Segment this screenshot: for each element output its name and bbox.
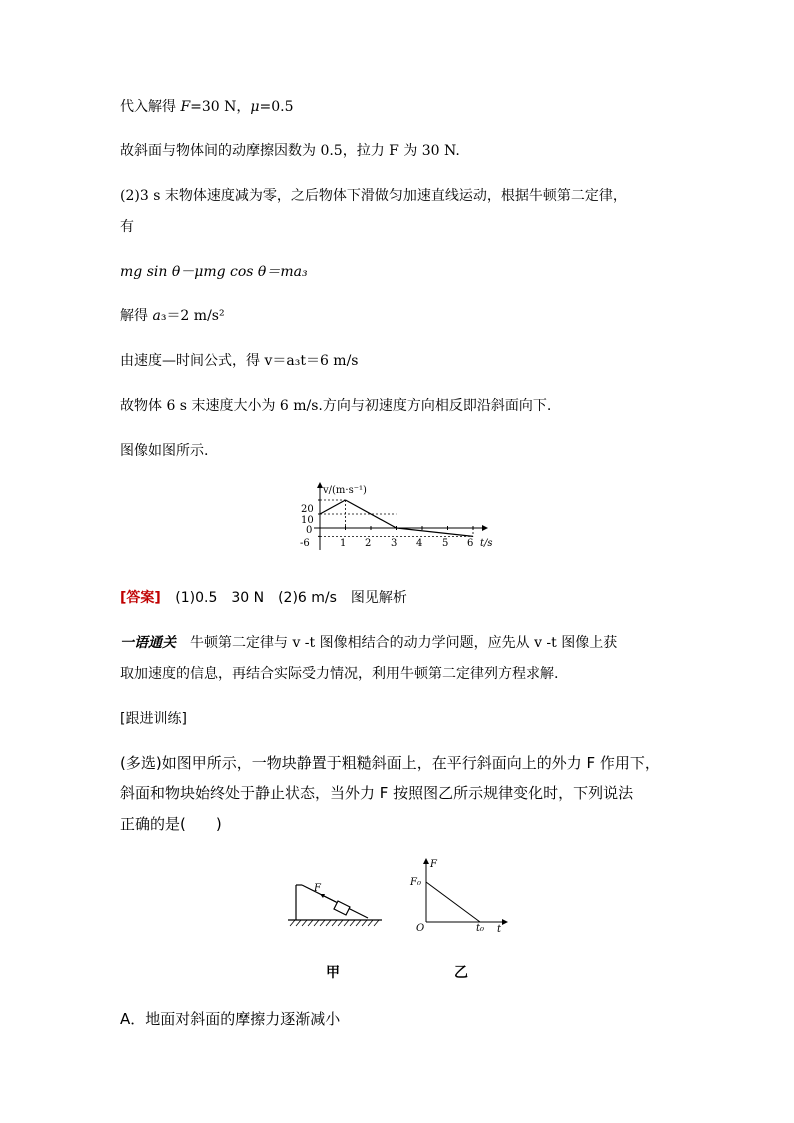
solution-line-3: (2)3 s 末物体速度减为零，之后物体下滑做匀加速直线运动，根据牛顿第二定律， [120,188,627,204]
equation-line: mg sin θ－μmg cos θ＝ma₃ [120,264,308,280]
vt-segment-3 [397,528,474,536]
yi-y-arrow [423,858,429,864]
xtick-label-4: 4 [416,538,423,549]
ytick-label-0: 0 [306,525,313,536]
y-axis-label: v/(m·s⁻¹) [323,485,367,496]
solution-line-2: 故斜面与物体间的动摩擦因数为 0.5，拉力 F 为 30 N. [120,143,460,159]
option-a: A．地面对斜面的摩擦力逐渐减小 [120,1010,341,1028]
ytick-label-neg6: -6 [300,538,310,549]
xtick-label-5: 5 [442,538,449,549]
yi-x-arrow [502,919,508,925]
xtick-label-1: 1 [340,538,347,549]
summary-line-2: 取加速度的信息，再结合实际受力情况，利用牛顿第二定律列方程求解. [120,666,559,682]
block [334,901,350,915]
solution-line-4: 有 [120,219,134,235]
yi-origin-label: O [416,923,425,934]
summary-line-1: 一语通关 牛顿第二定律与 v -t 图像相结合的动力学问题，应先从 v -t 图像上获 [120,635,618,651]
x-axis-label: t/s [480,538,493,549]
question-line-1: (多选)如图甲所示，一物块静置于粗糙斜面上，在平行斜面向上的外力 F 作用下， [120,754,660,772]
force-arrow [322,895,336,902]
caption-yi: 乙 [454,965,468,981]
figure-yi-graph [408,856,518,936]
xtick-label-3: 3 [391,538,398,549]
ytick-label-20: 20 [301,504,314,515]
solution-line-6: 解得 a₃＝2 m/s² [120,308,225,324]
yi-y-label: F [430,859,437,870]
vt-segment-1 [320,500,346,514]
question-line-2: 斜面和物块始终处于静止状态，当外力 F 按照图乙所示规律变化时，下列说法 [120,784,634,802]
yi-t-label: t [497,924,502,935]
force-label: F [314,883,321,894]
figure-jia-incline [286,860,386,930]
answer-tag: [答案] [120,590,161,606]
yi-f0-label: F₀ [410,877,421,888]
xtick-label-2: 2 [365,538,372,549]
solution-line-8: 故物体 6 s 末速度大小为 6 m/s.方向与初速度方向相反即沿斜面向下. [120,398,552,414]
solution-line-7: 由速度—时间公式，得 v＝a₃t＝6 m/s [120,353,359,369]
question-line-3: 正确的是( ) [120,815,222,833]
solution-line-9: 图像如图所示. [120,443,209,459]
answer-line [120,589,407,607]
ytick-label-10: 10 [301,515,314,526]
answer-text: (1)0.5 30 N (2)6 m/s 图见解析 [175,590,407,606]
yi-f-line [426,882,480,922]
xtick-label-6: 6 [467,538,474,549]
caption-jia: 甲 [326,965,340,981]
ground-hatching [290,920,379,926]
summary-label: 一语通关 [120,635,176,651]
vt-chart [292,480,512,555]
yi-t0-label: t₀ [476,923,485,934]
training-title: [跟进训练] [120,711,187,727]
solution-line-1: 代入解得 F=30 N，μ=0.5 [120,99,294,115]
x-axis-arrow [482,525,488,531]
